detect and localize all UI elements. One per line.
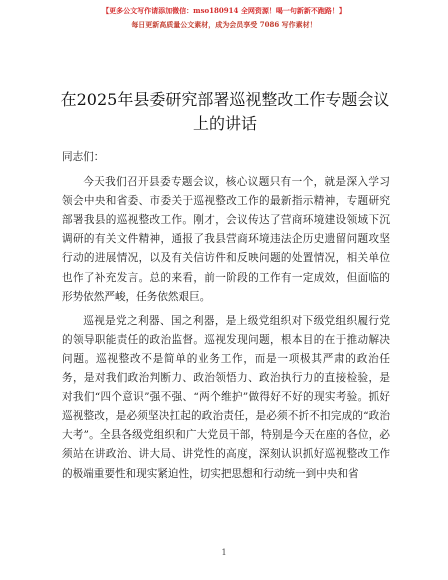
- document-title: [40, 88, 410, 136]
- document-title-line-1: 在2025年县委研究部署巡视整改工作专题会议: [60, 90, 390, 109]
- body-paragraph-1: 今天我们召开县委专题会议，核心议题只有一个，就是深入学习领会中央和省委、市委关于巡视整改工作的最新指示精神，专题研究部署我县的巡视整改工作。刚才，会议传达了营商环境建设领域下沉调研的有关文件精神，通报了我县营商环境违法企历史遗留问题攻坚行动的进展情况，以及有关信访件和反映问题的处置情况，相关单位也作了补充发言。总的来看，前一阶段的工作有一定成效，但面临的形势依然严峻，任务依然艰巨。: [62, 176, 390, 303]
- document-body: [62, 148, 390, 487]
- body-paragraph-2: 巡视是党之利器、国之利器，是上级党组织对下级党组织履行党的领导职能责任的政治监督。巡视发现问题，根本目的在于推动解决问题。巡视整改不是简单的业务工作，而是一项极其严肃的政治任务，是对我们政治判断力、政治领悟力、政治执行力的直接检验，是对我们“四个意识”强不强、“两个维护”做得好不好的现实考验。抓好巡视整改，是必须坚决扛起的政治责任，是必须不折不扣完成的“政治大考”。全县各级党组织和广大党员干部，特别是今天在座的各位，必须站在讲政治、讲大局、讲党性的高度，深刻认识抓好巡视整改工作的极端重要性和现实紧迫性，切实把思想和行动统一到中央和省: [62, 314, 390, 480]
- promo-banner-line-1: 【更多公文写作请添加微信：mso180914 全网资源！喝一句新新不跑路！】: [102, 6, 346, 15]
- promo-banner-line-2: 每日更新高质量公文素材，成为会员享受 7086 写作素材！: [131, 20, 317, 29]
- document-title-line-2: 上的讲话: [192, 114, 257, 133]
- promo-banner: [0, 4, 448, 32]
- page-number: 1: [221, 548, 227, 557]
- salutation: 同志们：: [62, 151, 105, 163]
